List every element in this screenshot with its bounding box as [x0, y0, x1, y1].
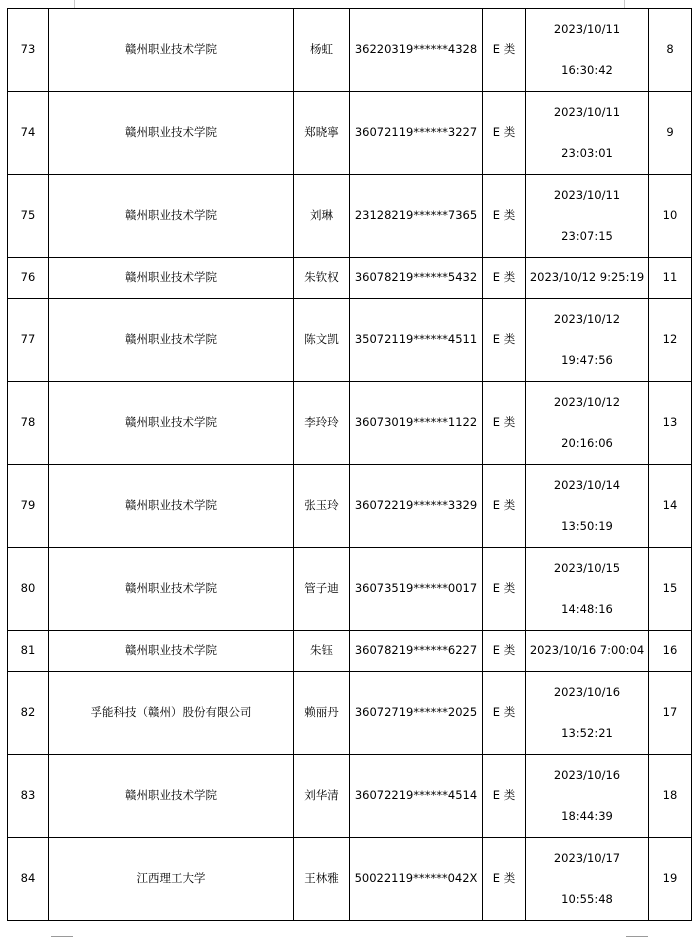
organization-name: 孚能科技（赣州）股份有限公司: [49, 672, 294, 755]
submit-time: [526, 9, 649, 92]
time-spacer: [526, 326, 648, 355]
submit-time: [526, 838, 649, 921]
person-name: 朱钰: [294, 631, 350, 672]
id-number: 35072119******4511: [350, 299, 483, 382]
id-number: 36220319******4328: [350, 9, 483, 92]
person-name: 管子迪: [294, 548, 350, 631]
submit-time: [526, 258, 649, 299]
submit-date: 2023/10/11: [553, 188, 621, 202]
person-name: 朱钦权: [294, 258, 350, 299]
sequence-number: 17: [649, 672, 692, 755]
sequence-number: 16: [649, 631, 692, 672]
submit-date: 2023/10/16: [553, 768, 621, 782]
submit-clock: 20:16:06: [561, 435, 613, 450]
sequence-number: 10: [649, 175, 692, 258]
category: E 类: [483, 548, 526, 631]
submit-date: 2023/10/12: [553, 395, 621, 409]
time-spacer: [526, 202, 648, 231]
table-row: [8, 755, 692, 838]
table-row: [8, 258, 692, 299]
organization-name: 江西理工大学: [49, 838, 294, 921]
row-number: 80: [8, 548, 49, 631]
category: E 类: [483, 465, 526, 548]
sequence-number: 11: [649, 258, 692, 299]
table-row: [8, 9, 692, 92]
submit-date: 2023/10/16 7:00:04: [529, 643, 645, 658]
id-number: 36072219******4514: [350, 755, 483, 838]
organization-name: 赣州职业技术学院: [49, 465, 294, 548]
submit-date: 2023/10/11: [553, 22, 621, 36]
time-spacer: [526, 782, 648, 811]
category: E 类: [483, 672, 526, 755]
person-name: 李玲玲: [294, 382, 350, 465]
person-name: 刘琳: [294, 175, 350, 258]
submit-clock: 13:50:19: [561, 518, 613, 533]
submit-clock: 19:47:56: [561, 352, 613, 367]
table-row: [8, 838, 692, 921]
submit-clock: 16:30:42: [561, 62, 613, 77]
id-number: 50022119******042X: [350, 838, 483, 921]
person-name: 杨虹: [294, 9, 350, 92]
id-number: 36072219******3329: [350, 465, 483, 548]
submit-clock: 23:07:15: [561, 228, 613, 243]
category: E 类: [483, 9, 526, 92]
category: E 类: [483, 838, 526, 921]
person-name: 刘华清: [294, 755, 350, 838]
row-number: 82: [8, 672, 49, 755]
submit-clock: 23:03:01: [561, 145, 613, 160]
row-number: 83: [8, 755, 49, 838]
id-number: 36073519******0017: [350, 548, 483, 631]
sequence-number: 8: [649, 9, 692, 92]
submit-time: [526, 755, 649, 838]
sequence-number: 19: [649, 838, 692, 921]
submit-time: [526, 92, 649, 175]
table-row: [8, 92, 692, 175]
organization-name: 赣州职业技术学院: [49, 175, 294, 258]
sequence-number: 12: [649, 299, 692, 382]
row-number: 79: [8, 465, 49, 548]
id-number: 36078219******6227: [350, 631, 483, 672]
category: E 类: [483, 92, 526, 175]
applicant-table: [7, 8, 692, 921]
id-number: 36072719******2025: [350, 672, 483, 755]
time-spacer: [526, 409, 648, 438]
row-number: 84: [8, 838, 49, 921]
category: E 类: [483, 382, 526, 465]
category: E 类: [483, 299, 526, 382]
category: E 类: [483, 631, 526, 672]
submit-time: [526, 465, 649, 548]
row-number: 77: [8, 299, 49, 382]
submit-date: 2023/10/16: [553, 685, 621, 699]
submit-time: [526, 175, 649, 258]
organization-name: 赣州职业技术学院: [49, 548, 294, 631]
submit-date: 2023/10/12: [553, 312, 621, 326]
id-number: 23128219******7365: [350, 175, 483, 258]
submit-clock: 13:52:21: [561, 725, 613, 740]
category: E 类: [483, 175, 526, 258]
submit-date: 2023/10/12 9:25:19: [529, 270, 645, 285]
table-row: [8, 175, 692, 258]
row-number: 75: [8, 175, 49, 258]
time-spacer: [526, 36, 648, 65]
submit-date: 2023/10/15: [553, 561, 621, 575]
submit-clock: 10:55:48: [561, 891, 613, 906]
row-number: 76: [8, 258, 49, 299]
submit-clock: 18:44:39: [561, 808, 613, 823]
submit-clock: 14:48:16: [561, 601, 613, 616]
organization-name: 赣州职业技术学院: [49, 299, 294, 382]
category: E 类: [483, 755, 526, 838]
row-number: 78: [8, 382, 49, 465]
organization-name: 赣州职业技术学院: [49, 258, 294, 299]
person-name: 陈文凯: [294, 299, 350, 382]
sequence-number: 9: [649, 92, 692, 175]
organization-name: 赣州职业技术学院: [49, 92, 294, 175]
organization-name: 赣州职业技术学院: [49, 9, 294, 92]
submit-date: 2023/10/11: [553, 105, 621, 119]
table-row: [8, 672, 692, 755]
person-name: 赖丽丹: [294, 672, 350, 755]
organization-name: 赣州职业技术学院: [49, 631, 294, 672]
table-row: [8, 299, 692, 382]
submit-time: [526, 631, 649, 672]
table-row: [8, 465, 692, 548]
row-number: 81: [8, 631, 49, 672]
submit-time: [526, 299, 649, 382]
time-spacer: [526, 699, 648, 728]
sequence-number: 13: [649, 382, 692, 465]
time-spacer: [526, 575, 648, 604]
sequence-number: 18: [649, 755, 692, 838]
table-row: [8, 631, 692, 672]
applicant-table-body: [8, 9, 692, 921]
time-spacer: [526, 865, 648, 894]
submit-time: [526, 672, 649, 755]
person-name: 王林雅: [294, 838, 350, 921]
organization-name: 赣州职业技术学院: [49, 382, 294, 465]
table-row: [8, 548, 692, 631]
row-number: 74: [8, 92, 49, 175]
person-name: 张玉玲: [294, 465, 350, 548]
sequence-number: 15: [649, 548, 692, 631]
page-corner-mark: [51, 936, 73, 937]
submit-time: [526, 382, 649, 465]
id-number: 36072119******3227: [350, 92, 483, 175]
time-spacer: [526, 119, 648, 148]
row-number: 73: [8, 9, 49, 92]
id-number: 36078219******5432: [350, 258, 483, 299]
organization-name: 赣州职业技术学院: [49, 755, 294, 838]
person-name: 郑晓寧: [294, 92, 350, 175]
page-corner-mark: [626, 936, 648, 937]
submit-date: 2023/10/17: [553, 851, 621, 865]
sequence-number: 14: [649, 465, 692, 548]
category: E 类: [483, 258, 526, 299]
id-number: 36073019******1122: [350, 382, 483, 465]
time-spacer: [526, 492, 648, 521]
submit-time: [526, 548, 649, 631]
submit-date: 2023/10/14: [553, 478, 621, 492]
table-row: [8, 382, 692, 465]
